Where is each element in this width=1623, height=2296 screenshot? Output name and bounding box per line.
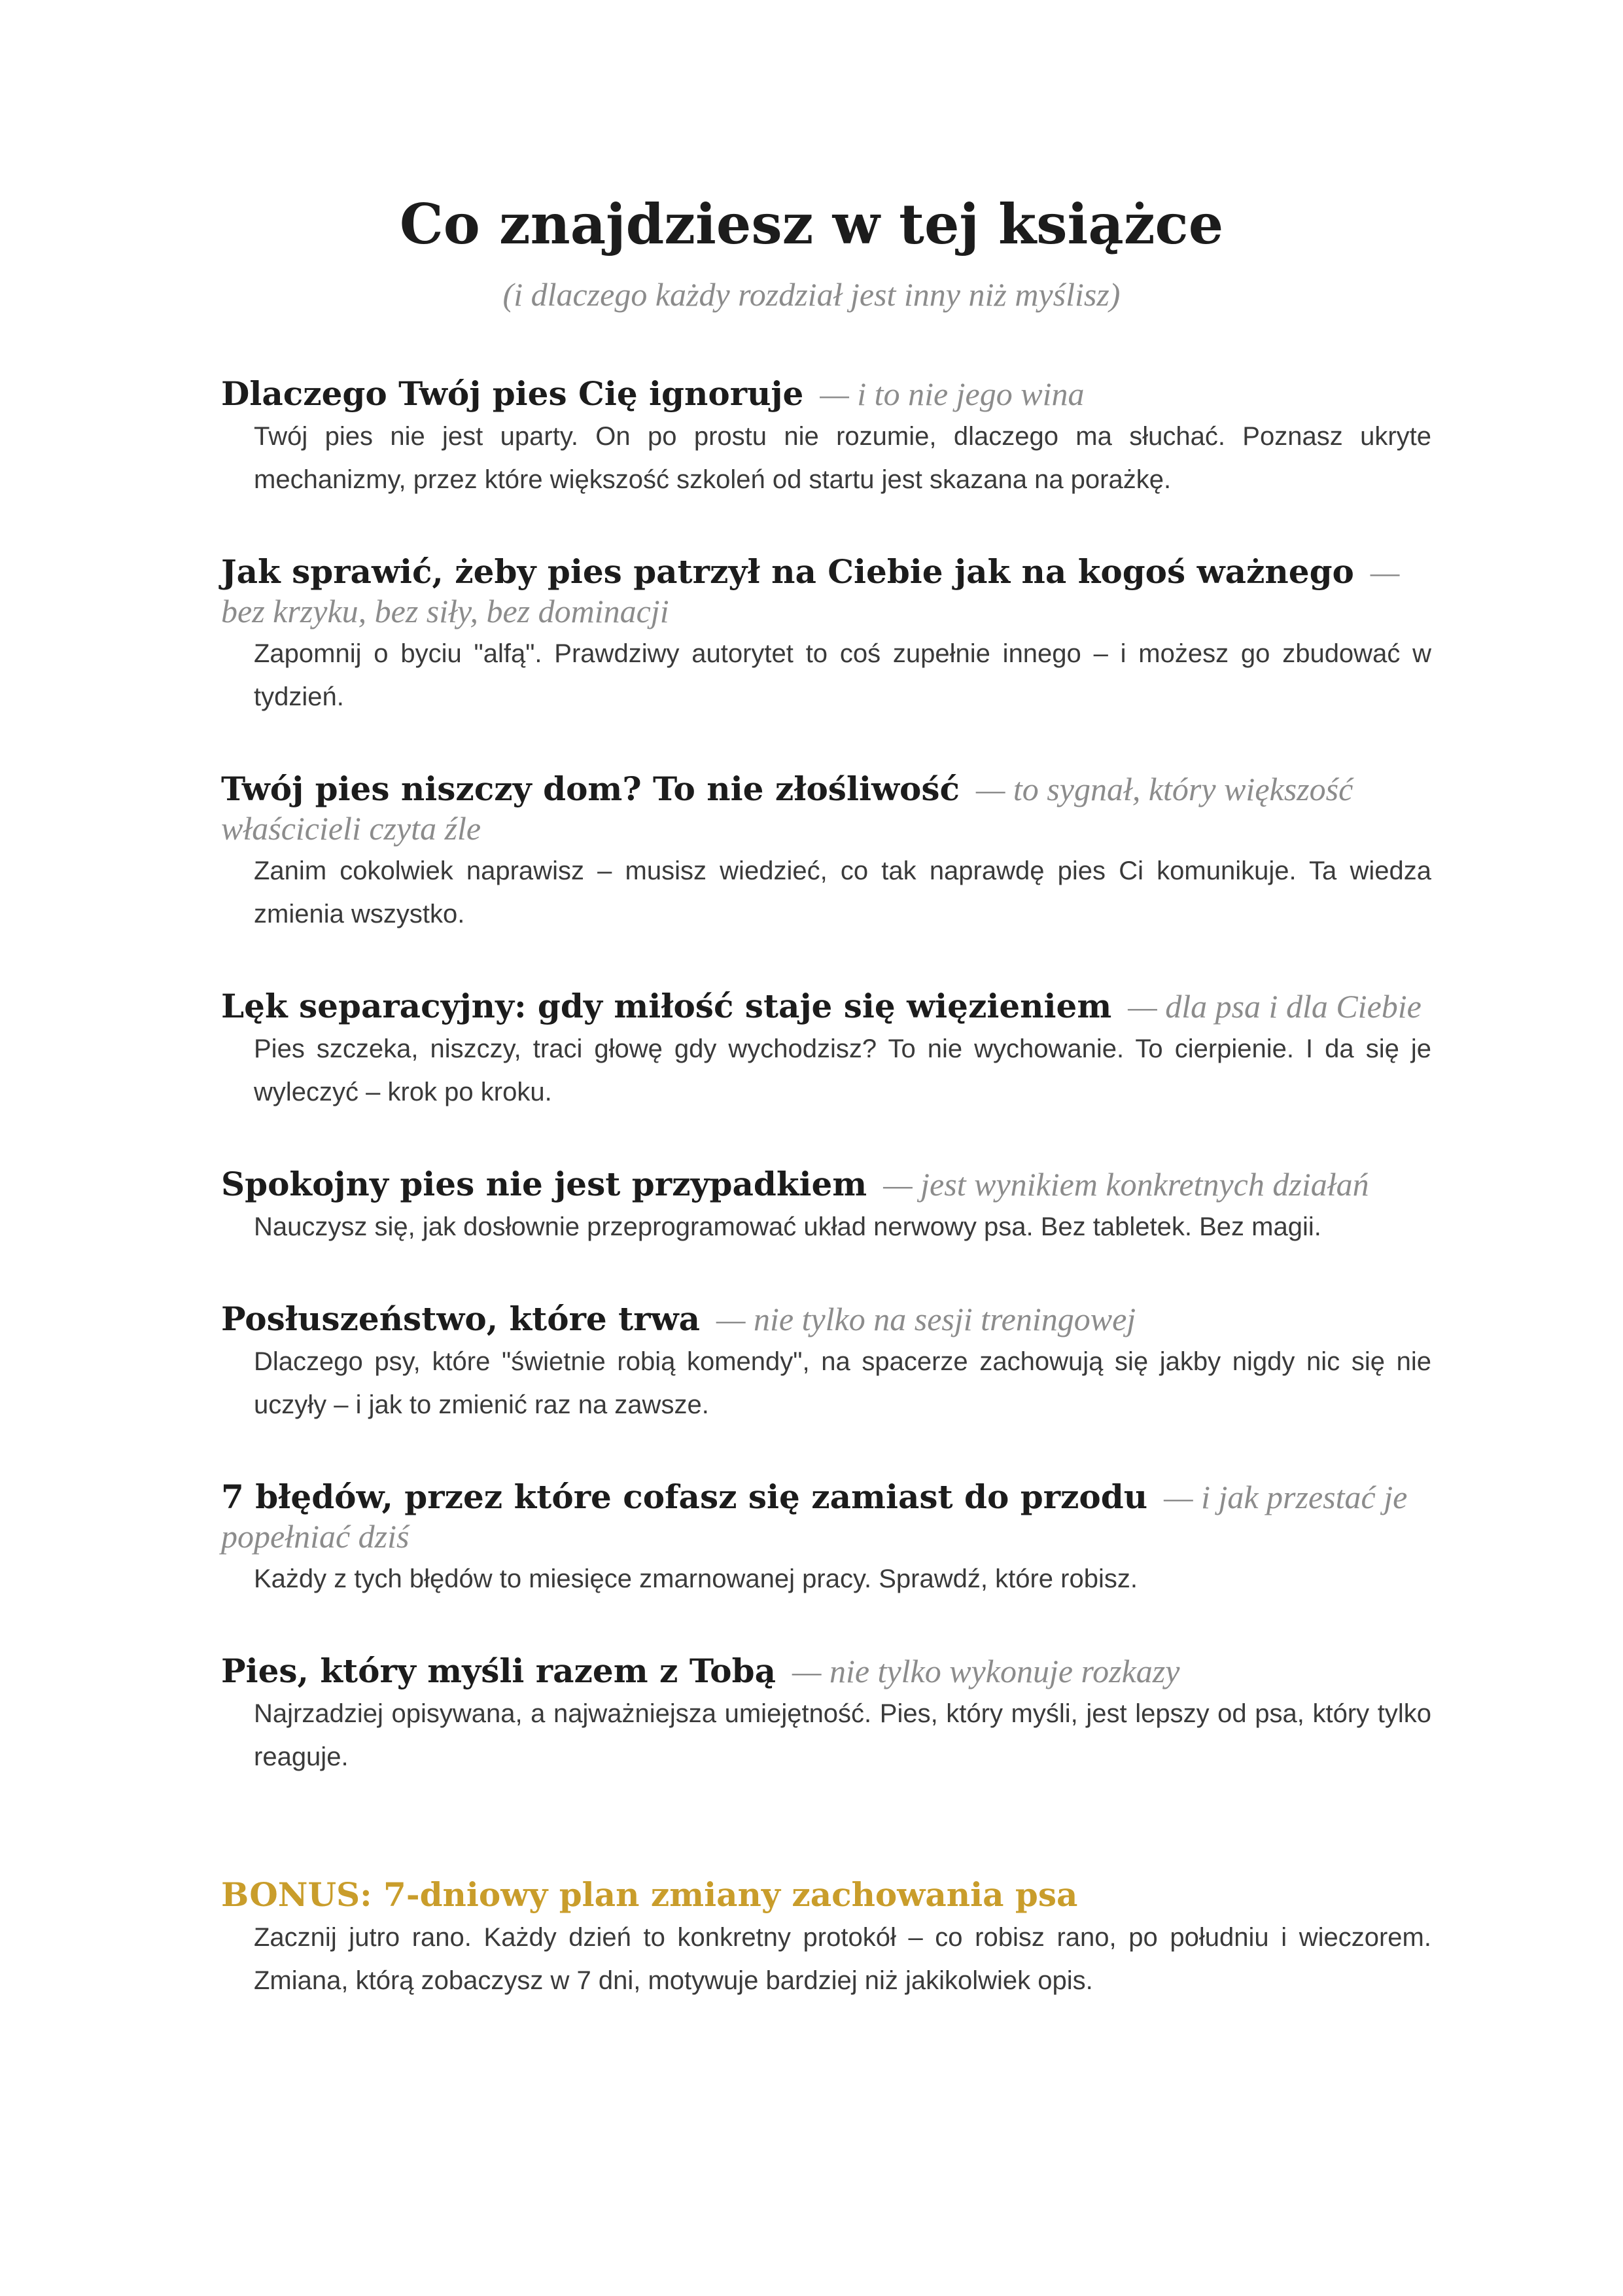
chapter-section — [221, 1477, 1431, 1600]
chapter-separator: — — [1370, 554, 1400, 590]
chapter-description: Twój pies nie jest uparty. On po prostu nie rozumie, dlaczego ma słuchać. Poznasz ukryte mechanizmy, przez które większość szkoleń od startu jest skazana na porażkę. — [254, 422, 1431, 494]
bonus-section — [221, 1875, 1431, 2002]
chapter-section — [221, 769, 1431, 936]
bonus-heading — [221, 1875, 1431, 1915]
page-title: Co znajdziesz w tej książce — [399, 192, 1224, 256]
chapter-description: Nauczysz się, jak dosłownie przeprogramować układ nerwowy psa. Bez tabletek. Bez magii. — [254, 1212, 1321, 1241]
chapter-title: Spokojny pies nie jest przypadkiem — [221, 1165, 867, 1203]
chapter-title: Pies, który myśli razem z Tobą — [221, 1651, 776, 1690]
chapter-heading — [221, 374, 1431, 414]
chapter-heading — [221, 769, 1431, 848]
chapter-tagline: to sygnał, który większość właścicieli czyta źle — [221, 771, 1353, 847]
bonus-title: BONUS: 7-dniowy plan zmiany zachowania psa — [221, 1875, 1078, 1914]
chapter-heading — [221, 1477, 1431, 1556]
chapter-section — [221, 987, 1431, 1114]
chapter-heading — [221, 1165, 1431, 1204]
chapter-tagline: nie tylko na sesji treningowej — [754, 1301, 1136, 1337]
chapter-heading — [221, 552, 1431, 631]
chapter-section — [221, 552, 1431, 718]
chapter-description: Zanim cokolwiek naprawisz – musisz wiedzieć, co tak naprawdę pies Ci komunikuje. Ta wiedza zmienia wszystko. — [254, 857, 1431, 928]
chapter-tagline: bez krzyku, bez siły, bez dominacji — [221, 593, 669, 629]
chapter-section — [221, 1165, 1431, 1248]
chapter-section — [221, 1299, 1431, 1426]
chapter-title: Twój pies niszczy dom? To nie złośliwość — [221, 769, 960, 808]
page-subtitle: (i dlaczego każdy rozdział jest inny niż myślisz) — [502, 276, 1121, 313]
chapter-tagline: nie tylko wykonuje rozkazy — [829, 1653, 1180, 1689]
chapter-tagline: dla psa i dla Ciebie — [1165, 988, 1422, 1025]
chapter-tagline: i jak przestać je popełniać dziś — [221, 1479, 1408, 1555]
chapter-title: Jak sprawić, żeby pies patrzył na Ciebie jak na kogoś ważnego — [221, 552, 1354, 591]
chapter-separator: — — [1164, 1479, 1193, 1515]
chapter-heading — [221, 1299, 1431, 1339]
chapter-title: Dlaczego Twój pies Cię ignoruje — [221, 374, 804, 413]
chapter-title: 7 błędów, przez które cofasz się zamiast do przodu — [221, 1477, 1148, 1516]
chapter-heading — [221, 987, 1431, 1026]
chapter-separator: — — [716, 1301, 746, 1337]
chapter-list — [221, 374, 1431, 2053]
chapter-title: Posłuszeństwo, które trwa — [221, 1299, 701, 1338]
chapter-heading — [221, 1651, 1431, 1691]
chapter-separator: — — [792, 1653, 822, 1689]
chapter-description: Każdy z tych błędów to miesięce zmarnowanej pracy. Sprawdź, które robisz. — [254, 1564, 1138, 1593]
chapter-tagline: i to nie jego wina — [857, 376, 1085, 412]
chapter-separator: — — [883, 1166, 913, 1203]
chapter-separator: — — [1128, 988, 1157, 1025]
chapter-separator: — — [820, 376, 849, 412]
chapter-tagline: jest wynikiem konkretnych działań — [920, 1166, 1369, 1203]
chapter-description: Pies szczeka, niszczy, traci głowę gdy wychodzisz? To nie wychowanie. To cierpienie. I da się je wyleczyć – krok po kroku. — [254, 1034, 1431, 1106]
chapter-separator: — — [975, 771, 1005, 807]
chapter-description: Najrzadziej opisywana, a najważniejsza umiejętność. Pies, który myśli, jest lepszy od psa, który tylko reaguje. — [254, 1699, 1431, 1771]
chapter-section — [221, 1651, 1431, 1778]
chapter-description: Zapomnij o byciu "alfą". Prawdziwy autorytet to coś zupełnie innego – i możesz go zbudować w tydzień. — [254, 639, 1431, 711]
bonus-description: Zacznij jutro rano. Każdy dzień to konkretny protokół – co robisz rano, po południu i wieczorem. Zmiana, którą zobaczysz w 7 dni, motywuje bardziej niż jakikolwiek opis. — [254, 1923, 1431, 1995]
chapter-section — [221, 374, 1431, 501]
chapter-description: Dlaczego psy, które "świetnie robią komendy", na spacerze zachowują się jakby nigdy nic się nie uczyły – i jak to zmienić raz na zawsze. — [254, 1347, 1431, 1419]
chapter-title: Lęk separacyjny: gdy miłość staje się więzieniem — [221, 987, 1112, 1025]
